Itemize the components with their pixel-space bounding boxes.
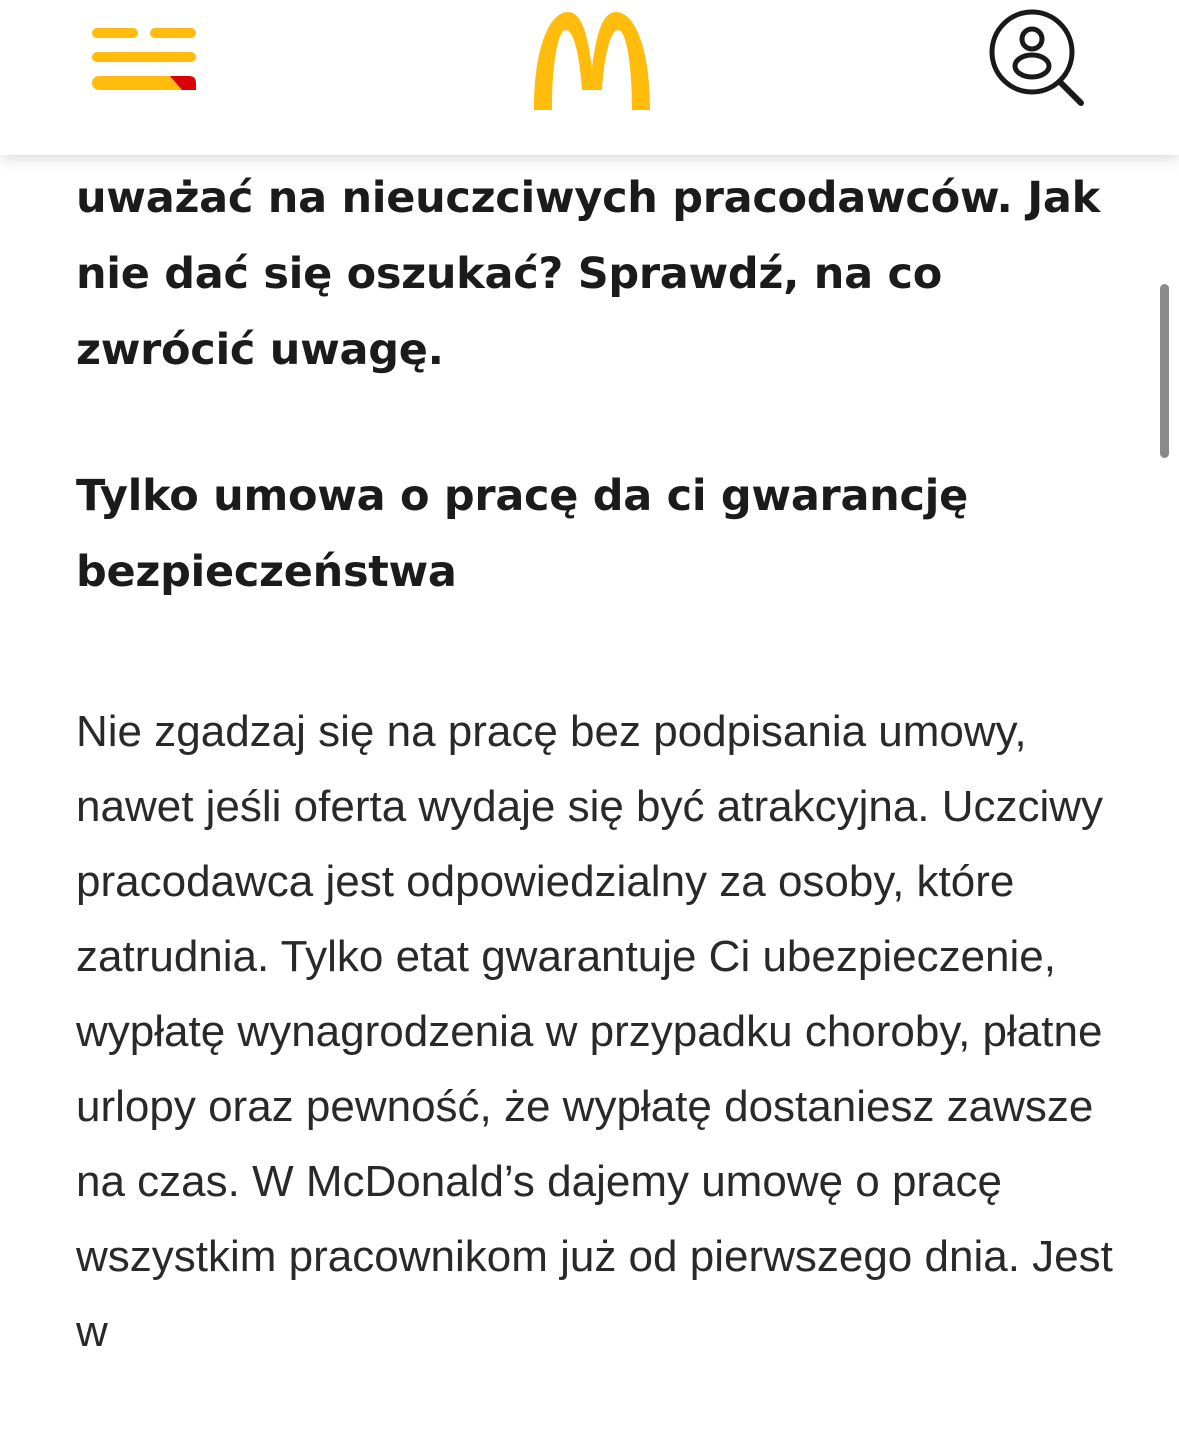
article-lead: uważać na nieuczciwych pracodawców. Jak nie dać się oszukać? Sprawdź, na co zwrócić uwagę. xyxy=(76,173,1100,375)
article-content xyxy=(76,160,1116,1369)
mcdonalds-logo[interactable] xyxy=(530,6,654,114)
golden-arches-logo xyxy=(530,6,654,114)
site-header xyxy=(0,0,1179,155)
scrollbar-thumb[interactable] xyxy=(1160,284,1169,458)
menu-button[interactable] xyxy=(88,22,200,100)
profile-button[interactable] xyxy=(986,6,1090,110)
section-heading: Tylko umowa o pracę da ci gwarancję bezpieczeństwa xyxy=(76,471,968,597)
hamburger-menu-icon xyxy=(88,22,200,100)
user-search-icon xyxy=(986,6,1090,110)
article-paragraph: Nie zgadzaj się na pracę bez podpisania umowy, nawet jeśli oferta wydaje się być atrakcyjna. Uczciwy pracodawca jest odpowiedzialny za osoby, które zatrudnia. Tylko etat gwarantuje Ci ubezpieczenie, wypłatę wynagrodzenia w przypadku choroby, płatne urlopy oraz pewność, że wypłatę dostaniesz zawsze na czas. W McDonald’s dajemy umowę o pracę wszystkim pracownikom już od pierwszego dnia. Jest w xyxy=(76,707,1113,1356)
